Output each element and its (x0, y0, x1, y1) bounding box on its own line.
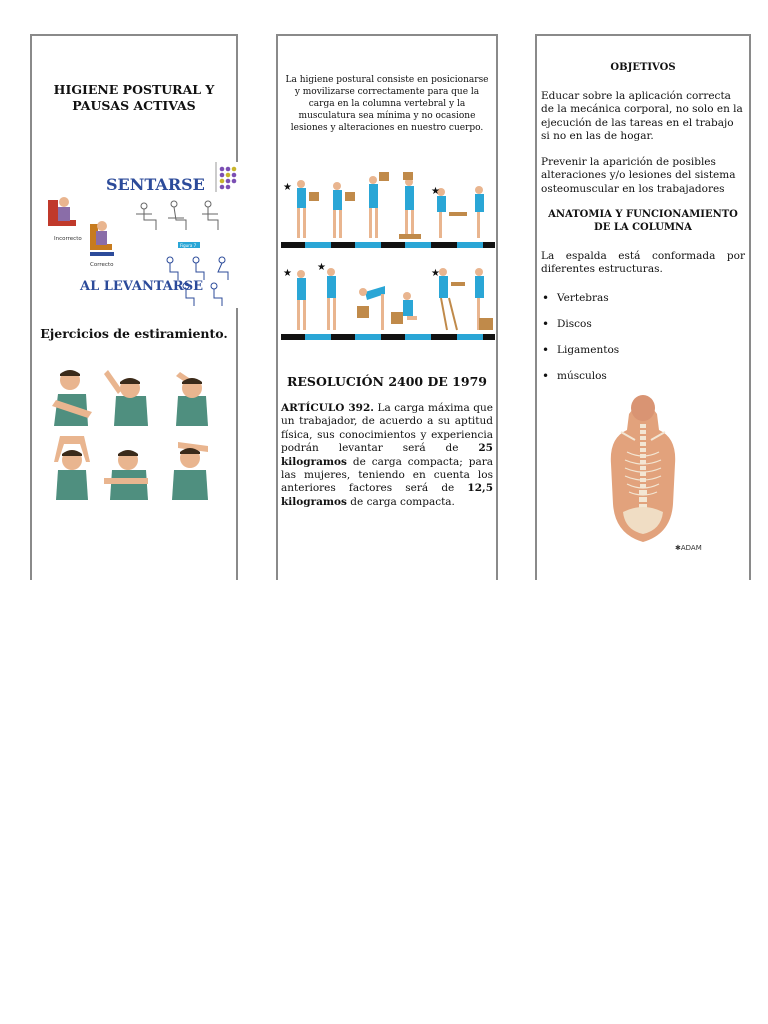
articulo-text-2: de carga compacta; para las mujeres, teniendo en cuenta los anteriores factores será de (281, 455, 493, 495)
svg-text:★: ★ (431, 186, 440, 197)
svg-text:★: ★ (283, 268, 292, 279)
sentarse-label: SENTARSE (106, 175, 205, 194)
lifting-posture-illustration (281, 172, 495, 344)
panel-right (535, 34, 751, 580)
spine-anatomy-illustration (605, 394, 681, 544)
articulo-text-1: La carga máxima que un trabajador, de acuerdo a su aptitud física, sus conocimientos y experiencia podrán levantar será de (281, 402, 493, 455)
correcto-label: Correcto (90, 262, 114, 268)
list-item: • Ligamentos (557, 344, 619, 356)
adam-credit: ✱ADAM (675, 544, 702, 552)
sentarse-illustration (46, 162, 240, 308)
articulo-392-text (281, 402, 493, 509)
dot-grid-icon (220, 167, 237, 190)
intro-text: La higiene postural consiste en posicionarse y movilizarse correctamente para que la carga en la columna vertebral y la musculatura sea mínima y no ocasione lesiones y alteraciones en nuestro cuerpo. (285, 75, 489, 133)
adam-credit-text: ADAM (680, 544, 702, 552)
list-item: • Discos (557, 318, 592, 330)
brochure-title: HIGIENE POSTURAL Y PAUSAS ACTIVAS (53, 82, 215, 113)
objetivo-2: Prevenir la aparición de posibles alteraciones y/o lesiones del sistema osteomuscular en los trabajadores (541, 156, 736, 195)
articulo-text-3: de carga compacta. (346, 495, 455, 508)
espalda-text: La espalda está conformada por diferentes estructuras. (541, 250, 745, 276)
articulo-bold-2: 12,5 kilogramos (281, 482, 493, 508)
svg-text:★: ★ (431, 268, 440, 279)
panel-left (30, 34, 238, 580)
anatomia-title: ANATOMIA Y FUNCIONAMIENTO DE LA COLUMNA (548, 209, 738, 233)
list-item: • músculos (557, 370, 607, 382)
articulo-bold-1: 25 kilogramos (281, 442, 493, 468)
objetivo-1: Educar sobre la aplicación correcta de la mecánica corporal, no solo en la ejecución de las tareas en el trabajo si no en las de hogar. (541, 90, 743, 143)
svg-text:★: ★ (317, 262, 326, 273)
incorrecto-label: Incorrecto (54, 236, 82, 242)
articulo-label: ARTÍCULO 392. (281, 402, 374, 414)
objetivos-title: OBJETIVOS (610, 62, 676, 73)
figura-label: Figura 7 (180, 243, 197, 248)
al-levantarse-label: AL LEVANTARSE (80, 279, 203, 294)
ejercicios-title: Ejercicios de estiramiento. (40, 326, 228, 341)
svg-text:★: ★ (283, 182, 292, 193)
resolucion-title: RESOLUCIÓN 2400 DE 1979 (287, 374, 487, 389)
list-item: • Vertebras (557, 292, 609, 304)
panel-center (276, 34, 498, 580)
stretching-illustration (48, 366, 228, 506)
